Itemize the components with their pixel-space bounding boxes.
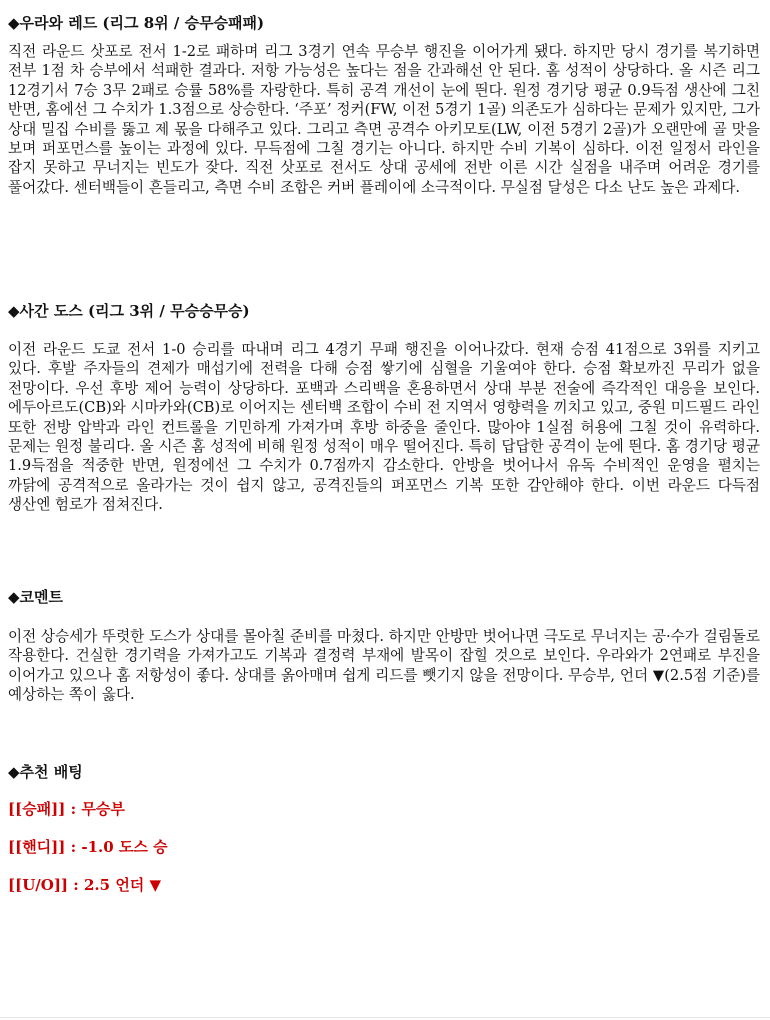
section-body-comment: 이전 상승세가 뚜렷한 도스가 상대를 몰아칠 준비를 마쳤다. 하지만 안방만 벗어나면 극도로 무너지는 공·수가 걸림돌로 작용한다. 건실한 경기력을 가져가고도 기복과 결정력 부재에 발목이 잡힐 것으로 보인다. 우라와가 2연패로 부진을 이어가고 있으나 홈 저항성이 좋다. 상대를 옭아매며 쉽게 리드를 뺏기지 않을 전망이다. 무승부, 언더 ▼(2.5점 기준)를 예상하는 쪽이 옳다.: [8, 628, 760, 704]
bet-win-lose: [[승패]] : 무승부: [8, 800, 125, 818]
section-body-urawa: 직전 라운드 삿포로 전서 1-2로 패하며 리그 3경기 연속 무승부 행진을 이어가게 됐다. 하지만 당시 경기를 복기하면 전부 1점 차 승부에서 석패한 결과다. 저항 가능성은 높다는 점을 간과해선 안 된다. 홈 성적이 상당하다. 올 시즌 리그 12경기서 7승 3무 2패로 승률 58%를 자랑한다. 특히 공격 개선이 눈에 띈다. 원정 경기당 평균 0.9득점 생산에 그친 반면, 홈에선 그 수치가 1.3점으로 상승한다. ‘주포’ 정커(FW, 이전 5경기 1골) 의존도가 심하다는 문제가 있지만, 그가 상대 밀집 수비를 뚫고 제 몫을 다해주고 있다. 그리고 측면 공격수 아키모토(LW, 이전 5경기 2골)가 오랜만에 골 맛을 보며 퍼포먼스를 높이는 과정에 있다. 무득점에 그칠 경기는 아니다. 하지만 수비 기복이 심하다. 이전 일정서 라인을 잡지 못하고 무너지는 빈도가 잦다. 직전 삿포로 전서도 상대 공세에 전반 이른 시간 실점을 내주며 어려운 경기를 풀어갔다. 센터백들이 흔들리고, 측면 수비 조합은 커버 플레이에 소극적이다. 무실점 달성은 다소 난도 높은 과제다.: [8, 43, 760, 196]
bottom-divider: [0, 1017, 770, 1018]
bet-handicap: [[핸디]] : -1.0 도스 승: [8, 838, 168, 856]
bet-under-over: [[U/O]] : 2.5 언더 ▼: [8, 876, 162, 894]
section-heading-comment: ◆코멘트: [8, 588, 64, 606]
section-heading-recommended-bets: ◆추천 배팅: [8, 763, 83, 781]
section-body-tosu: 이전 라운드 도쿄 전서 1-0 승리를 따내며 리그 4경기 무패 행진을 이어나갔다. 현재 승점 41점으로 3위를 지키고 있다. 후발 주자들의 견제가 매섭기에 전력을 다해 승점 쌓기에 심혈을 기울여야 한다. 승점 확보까진 무리가 없을 전망이다. 우선 후방 제어 능력이 상당하다. 포백과 스리백을 혼용하면서 상대 부분 전술에 즉각적인 대응을 보인다. 에두아르도(CB)와 시마카와(CB)로 이어지는 센터백 조합이 수비 전 지역서 영향력을 끼치고 있고, 중원 미드필드 라인 또한 전방 압박과 라인 컨트롤을 기민하게 가져가며 후방 하중을 줄인다. 많아야 1실점 허용에 그칠 것이 유력하다. 문제는 원정 불리다. 올 시즌 홈 성적에 비해 원정 성적이 매우 떨어진다. 특히 답답한 공격이 눈에 띈다. 홈 경기당 평균 1.9득점을 적중한 반면, 원정에선 그 수치가 0.7점까지 감소한다. 안방을 벗어나서 유독 수비적인 운영을 펼치는 까닭에 공격적으로 올라가는 것이 쉽지 않고, 공격진들의 퍼포먼스 기복 또한 감안해야 한다. 이번 라운드 다득점 생산엔 험로가 점쳐진다.: [8, 341, 760, 514]
section-heading-tosu: ◆사간 도스 (리그 3위 / 무승승무승): [8, 302, 250, 320]
section-heading-urawa: ◆우라와 레드 (리그 8위 / 승무승패패): [8, 14, 265, 32]
